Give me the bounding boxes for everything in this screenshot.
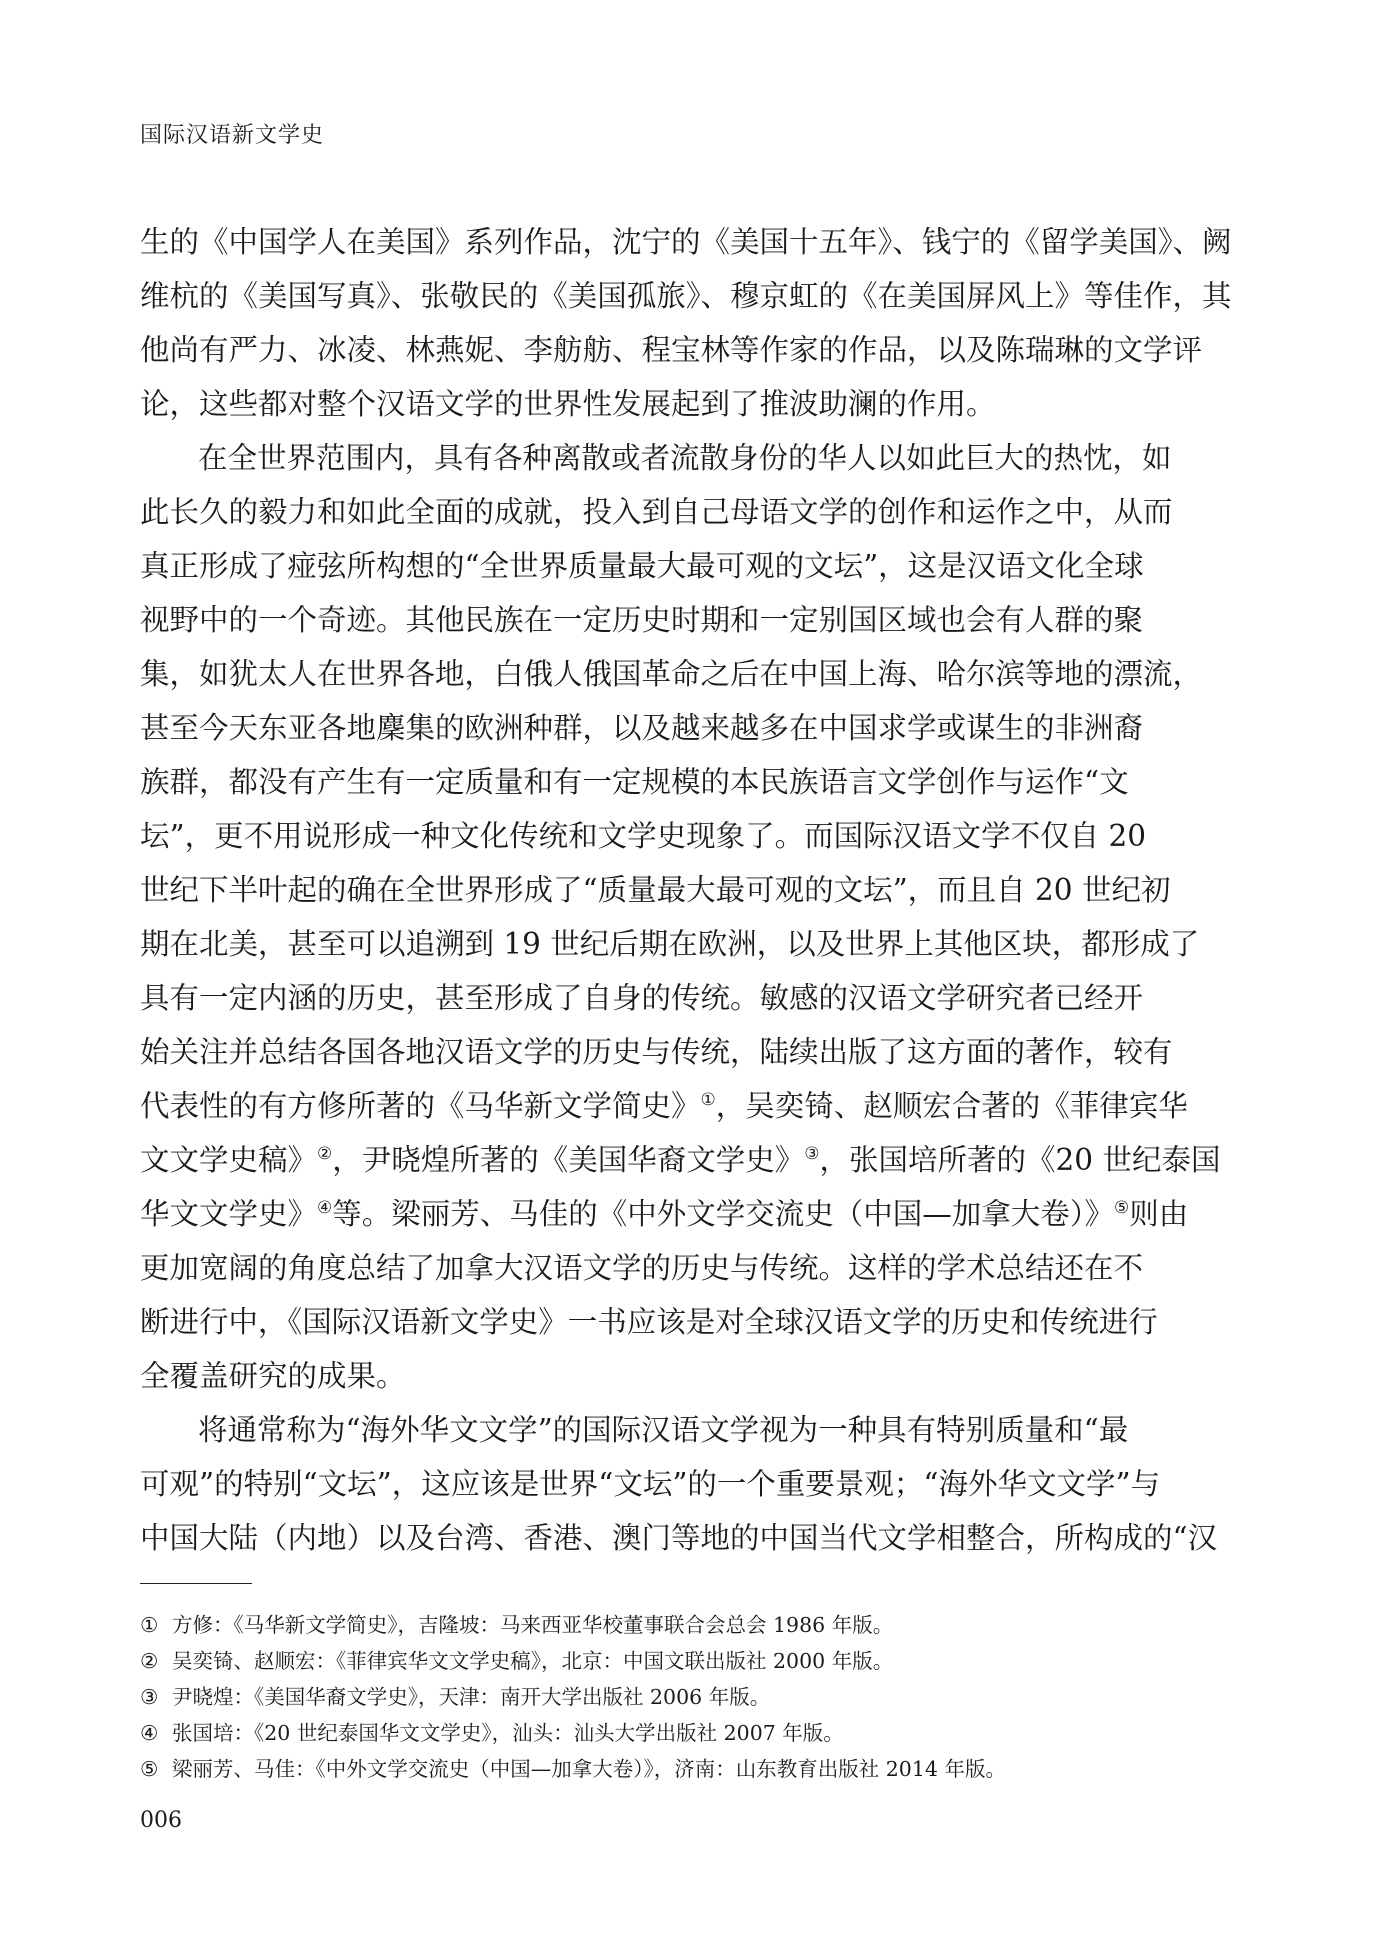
body-text-span: 则由 bbox=[1129, 1197, 1189, 1231]
footnote-number: ⑤ bbox=[140, 1757, 159, 1781]
footnote-marker[interactable]: ③ bbox=[804, 1144, 820, 1164]
body-text-span: 代表性的有方修所著的《马华新文学简史》 bbox=[140, 1089, 701, 1123]
footnote-number: ③ bbox=[140, 1685, 159, 1709]
footnote-marker[interactable]: ② bbox=[317, 1144, 333, 1164]
footnote-marker[interactable]: ④ bbox=[317, 1198, 333, 1218]
footnote-item bbox=[140, 1715, 1115, 1751]
body-text-span: 华文文学史》 bbox=[140, 1197, 318, 1231]
footnotes bbox=[140, 1607, 1115, 1787]
body-line: 更加宽阔的角度总结了加拿大汉语文学的历史与传统。这样的学术总结还在不 bbox=[140, 1251, 1144, 1285]
body-text-span: ，张国培所著的《20 世纪泰国 bbox=[819, 1143, 1221, 1177]
body-line-with-note-mark bbox=[140, 1187, 1189, 1241]
footnote-text: 梁丽芳、马佳：《中外文学交流史（中国—加拿大卷）》，济南：山东教育出版社 2014 年版。 bbox=[172, 1757, 1006, 1781]
body-line: 始关注并总结各国各地汉语文学的历史与传统，陆续出版了这方面的著作，较有 bbox=[140, 1035, 1173, 1069]
body-line: 甚至今天东亚各地麇集的欧洲种群，以及越来越多在中国求学或谋生的非洲裔 bbox=[140, 711, 1144, 745]
body-line: 坛”，更不用说形成一种文化传统和文学史现象了。而国际汉语文学不仅自 20 bbox=[140, 819, 1146, 853]
footnote-item bbox=[140, 1607, 1115, 1643]
body-line: 论，这些都对整个汉语文学的世界性发展起到了推波助澜的作用。 bbox=[140, 387, 996, 421]
footnote-item bbox=[140, 1679, 1115, 1715]
body-line: 真正形成了痖弦所构想的“全世界质量最大最可观的文坛”，这是汉语文化全球 bbox=[140, 549, 1144, 583]
body-line-with-note-mark bbox=[140, 1079, 1188, 1133]
body-line: 视野中的一个奇迹。其他民族在一定历史时期和一定别国区域也会有人群的聚 bbox=[140, 603, 1144, 637]
body-line: 断进行中，《国际汉语新文学史》一书应该是对全球汉语文学的历史和传统进行 bbox=[140, 1305, 1158, 1339]
footnote-text: 方修：《马华新文学简史》，吉隆坡：马来西亚华校董事联合会总会 1986 年版。 bbox=[172, 1613, 894, 1637]
footnote-marker[interactable]: ① bbox=[700, 1090, 716, 1110]
footnote-text: 张国培：《20 世纪泰国华文文学史》，汕头：汕头大学出版社 2007 年版。 bbox=[172, 1721, 844, 1745]
body-line: 期在北美，甚至可以追溯到 19 世纪后期在欧洲，以及世界上其他区块，都形成了 bbox=[140, 927, 1200, 961]
body-line-with-note-mark bbox=[140, 1133, 1221, 1187]
body-line: 维杭的《美国写真》、张敬民的《美国孤旅》、穆京虹的《在美国屏风上》等佳作，其 bbox=[140, 279, 1232, 313]
footnote-marker[interactable]: ⑤ bbox=[1114, 1198, 1130, 1218]
footnote-divider bbox=[140, 1583, 252, 1584]
footnote-item bbox=[140, 1643, 1115, 1679]
body-line: 族群，都没有产生有一定质量和有一定规模的本民族语言文学创作与运作“文 bbox=[140, 765, 1129, 799]
body-line: 此长久的毅力和如此全面的成就，投入到自己母语文学的创作和运作之中，从而 bbox=[140, 495, 1173, 529]
body-line: 全覆盖研究的成果。 bbox=[140, 1359, 406, 1393]
body-line: 生的《中国学人在美国》系列作品，沈宁的《美国十五年》、钱宁的《留学美国》、阙 bbox=[140, 225, 1232, 259]
paragraph-first-line: 在全世界范围内，具有各种离散或者流散身份的华人以如此巨大的热忱，如 bbox=[198, 441, 1172, 475]
footnote-number: ① bbox=[140, 1613, 159, 1637]
footnote-text: 尹晓煌：《美国华裔文学史》，天津：南开大学出版社 2006 年版。 bbox=[172, 1685, 771, 1709]
body-line: 世纪下半叶起的确在全世界形成了“质量最大最可观的文坛”，而且自 20 世纪初 bbox=[140, 873, 1171, 907]
footnote-text: 吴奕锜、赵顺宏：《菲律宾华文文学史稿》，北京：中国文联出版社 2000 年版。 bbox=[172, 1649, 894, 1673]
body-line: 他尚有严力、冰凌、林燕妮、李舫舫、程宝林等作家的作品，以及陈瑞琳的文学评 bbox=[140, 333, 1203, 367]
body-text bbox=[140, 215, 1232, 1565]
body-line: 中国大陆（内地）以及台湾、香港、澳门等地的中国当代文学相整合，所构成的“汉 bbox=[140, 1521, 1218, 1555]
paragraph-first-line: 将通常称为“海外华文文学”的国际汉语文学视为一种具有特别质量和“最 bbox=[198, 1413, 1129, 1447]
body-line: 集，如犹太人在世界各地，白俄人俄国革命之后在中国上海、哈尔滨等地的漂流， bbox=[140, 657, 1203, 691]
footnote-number: ② bbox=[140, 1649, 159, 1673]
running-header-title: 国际汉语新文学史 bbox=[140, 123, 325, 148]
page-number: 006 bbox=[140, 1808, 182, 1833]
body-line: 可观”的特别“文坛”，这应该是世界“文坛”的一个重要景观；“海外华文文学”与 bbox=[140, 1467, 1161, 1501]
footnote-number: ④ bbox=[140, 1721, 159, 1745]
body-line: 具有一定内涵的历史，甚至形成了自身的传统。敏感的汉语文学研究者已经开 bbox=[140, 981, 1144, 1015]
body-text-span: ，尹晓煌所著的《美国华裔文学史》 bbox=[332, 1143, 805, 1177]
footnote-item bbox=[140, 1751, 1115, 1787]
body-text-span: ，吴奕锜、赵顺宏合著的《菲律宾华 bbox=[715, 1089, 1188, 1123]
body-text-span: 等。梁丽芳、马佳的《中外文学交流史（中国—加拿大卷）》 bbox=[332, 1197, 1115, 1231]
body-text-span: 文文学史稿》 bbox=[140, 1143, 318, 1177]
